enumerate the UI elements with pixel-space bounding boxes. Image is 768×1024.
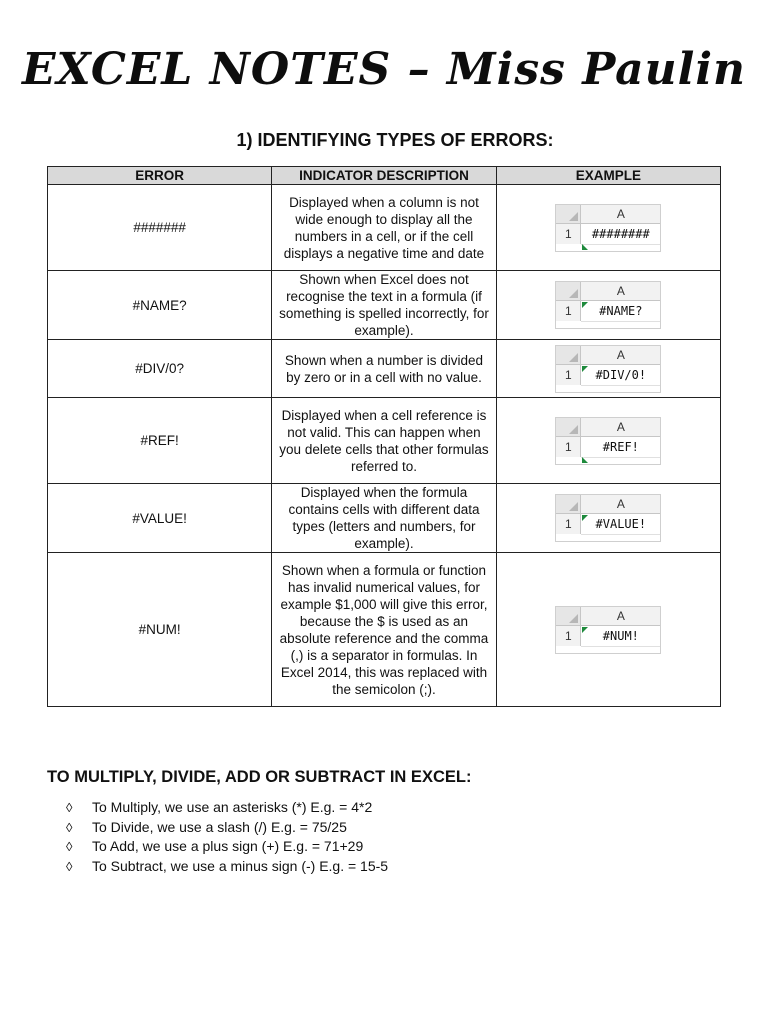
page-title: EXCEL NOTES – Miss Paulin xyxy=(21,44,747,95)
list-item xyxy=(66,798,388,818)
column-label: A xyxy=(581,346,660,365)
select-all-corner xyxy=(556,607,581,626)
error-description: Shown when a number is divided by zero or in a cell with no value. xyxy=(272,340,496,398)
error-flag-icon xyxy=(582,457,588,463)
errors-table xyxy=(47,166,721,707)
column-header-error: ERROR xyxy=(48,167,272,185)
diamond-bullet-icon: ◊ xyxy=(66,858,73,874)
excel-example-image xyxy=(555,606,661,654)
table-row xyxy=(48,271,721,340)
diamond-bullet-icon: ◊ xyxy=(66,839,73,854)
column-label: A xyxy=(581,418,660,437)
row-label: 1 xyxy=(556,224,581,244)
select-all-corner xyxy=(556,418,581,437)
example-cell xyxy=(496,185,720,271)
table-header-row xyxy=(48,167,721,185)
excel-example-image xyxy=(555,494,661,542)
example-cell xyxy=(496,398,720,484)
example-value: ######## xyxy=(581,224,660,245)
table-row xyxy=(48,340,721,398)
select-all-corner xyxy=(556,282,581,301)
column-label: A xyxy=(581,282,660,301)
row-label: 1 xyxy=(556,626,581,646)
column-label: A xyxy=(581,607,660,626)
diamond-bullet-icon: ◊ xyxy=(66,819,73,835)
error-code: #VALUE! xyxy=(48,484,272,553)
error-description: Shown when Excel does not recognise the text in a formula (if something is spelled incorrectly, for example). xyxy=(272,271,496,340)
table-row xyxy=(48,553,721,707)
diamond-bullet-icon: ◊ xyxy=(66,800,73,815)
column-header-description: INDICATOR DESCRIPTION xyxy=(272,167,496,185)
error-code: #NAME? xyxy=(48,271,272,340)
row-label: 1 xyxy=(556,301,581,321)
example-cell xyxy=(496,340,720,398)
error-flag-icon xyxy=(582,366,588,372)
excel-example-image xyxy=(555,204,661,252)
error-description: Displayed when a column is not wide enough to display all the numbers in a cell, or if the cell displays a negative time and date xyxy=(272,185,496,271)
example-value: #VALUE! xyxy=(581,514,660,535)
example-cell xyxy=(496,484,720,553)
error-flag-icon xyxy=(582,244,588,250)
error-code: #REF! xyxy=(48,398,272,484)
row-label: 1 xyxy=(556,514,581,534)
example-value: #NAME? xyxy=(581,301,660,322)
column-label: A xyxy=(581,495,660,514)
example-cell xyxy=(496,271,720,340)
error-code: ####### xyxy=(48,185,272,271)
select-all-corner xyxy=(556,205,581,224)
excel-example-image xyxy=(555,345,661,393)
section-heading-operations: TO MULTIPLY, DIVIDE, ADD OR SUBTRACT IN EXCEL: xyxy=(47,768,472,786)
list-item-text: To Divide, we use a slash (/) E.g. = 75/25 xyxy=(92,818,347,835)
error-description: Displayed when the formula contains cells with different data types (letters and numbers, for example). xyxy=(272,484,496,553)
example-value: #REF! xyxy=(581,437,660,458)
list-item-text: To Add, we use a plus sign (+) E.g. = 71+29 xyxy=(92,838,364,854)
list-item-text: To Multiply, we use an asterisks (*) E.g. = 4*2 xyxy=(92,799,373,815)
select-all-corner xyxy=(556,495,581,514)
column-label: A xyxy=(581,205,660,224)
error-code: #DIV/0? xyxy=(48,340,272,398)
example-value: #NUM! xyxy=(581,626,660,647)
row-label: 1 xyxy=(556,437,581,457)
error-description: Displayed when a cell reference is not valid. This can happen when you delete cells that other formulas referred to. xyxy=(272,398,496,484)
example-cell xyxy=(496,553,720,707)
section-heading-errors: 1) IDENTIFYING TYPES OF ERRORS: xyxy=(236,130,554,150)
select-all-corner xyxy=(556,346,581,365)
list-item xyxy=(66,857,388,877)
error-flag-icon xyxy=(582,627,588,633)
example-value: #DIV/0! xyxy=(581,365,660,386)
list-item xyxy=(66,837,388,857)
error-flag-icon xyxy=(582,515,588,521)
table-row xyxy=(48,185,721,271)
list-item xyxy=(66,818,388,838)
column-header-example: EXAMPLE xyxy=(496,167,720,185)
excel-example-image xyxy=(555,417,661,465)
error-code: #NUM! xyxy=(48,553,272,707)
table-row xyxy=(48,484,721,553)
excel-example-image xyxy=(555,281,661,329)
list-item-text: To Subtract, we use a minus sign (-) E.g. = 15-5 xyxy=(92,857,389,874)
operations-list xyxy=(66,798,388,876)
table-row xyxy=(48,398,721,484)
error-description: Shown when a formula or function has invalid numerical values, for example $1,000 will give this error, because the $ is used as an absolute reference and the comma (,) is a separator in formulas. In Excel 2014, this was replaced with the semicolon (;). xyxy=(272,553,496,707)
error-flag-icon xyxy=(582,302,588,308)
row-label: 1 xyxy=(556,365,581,385)
